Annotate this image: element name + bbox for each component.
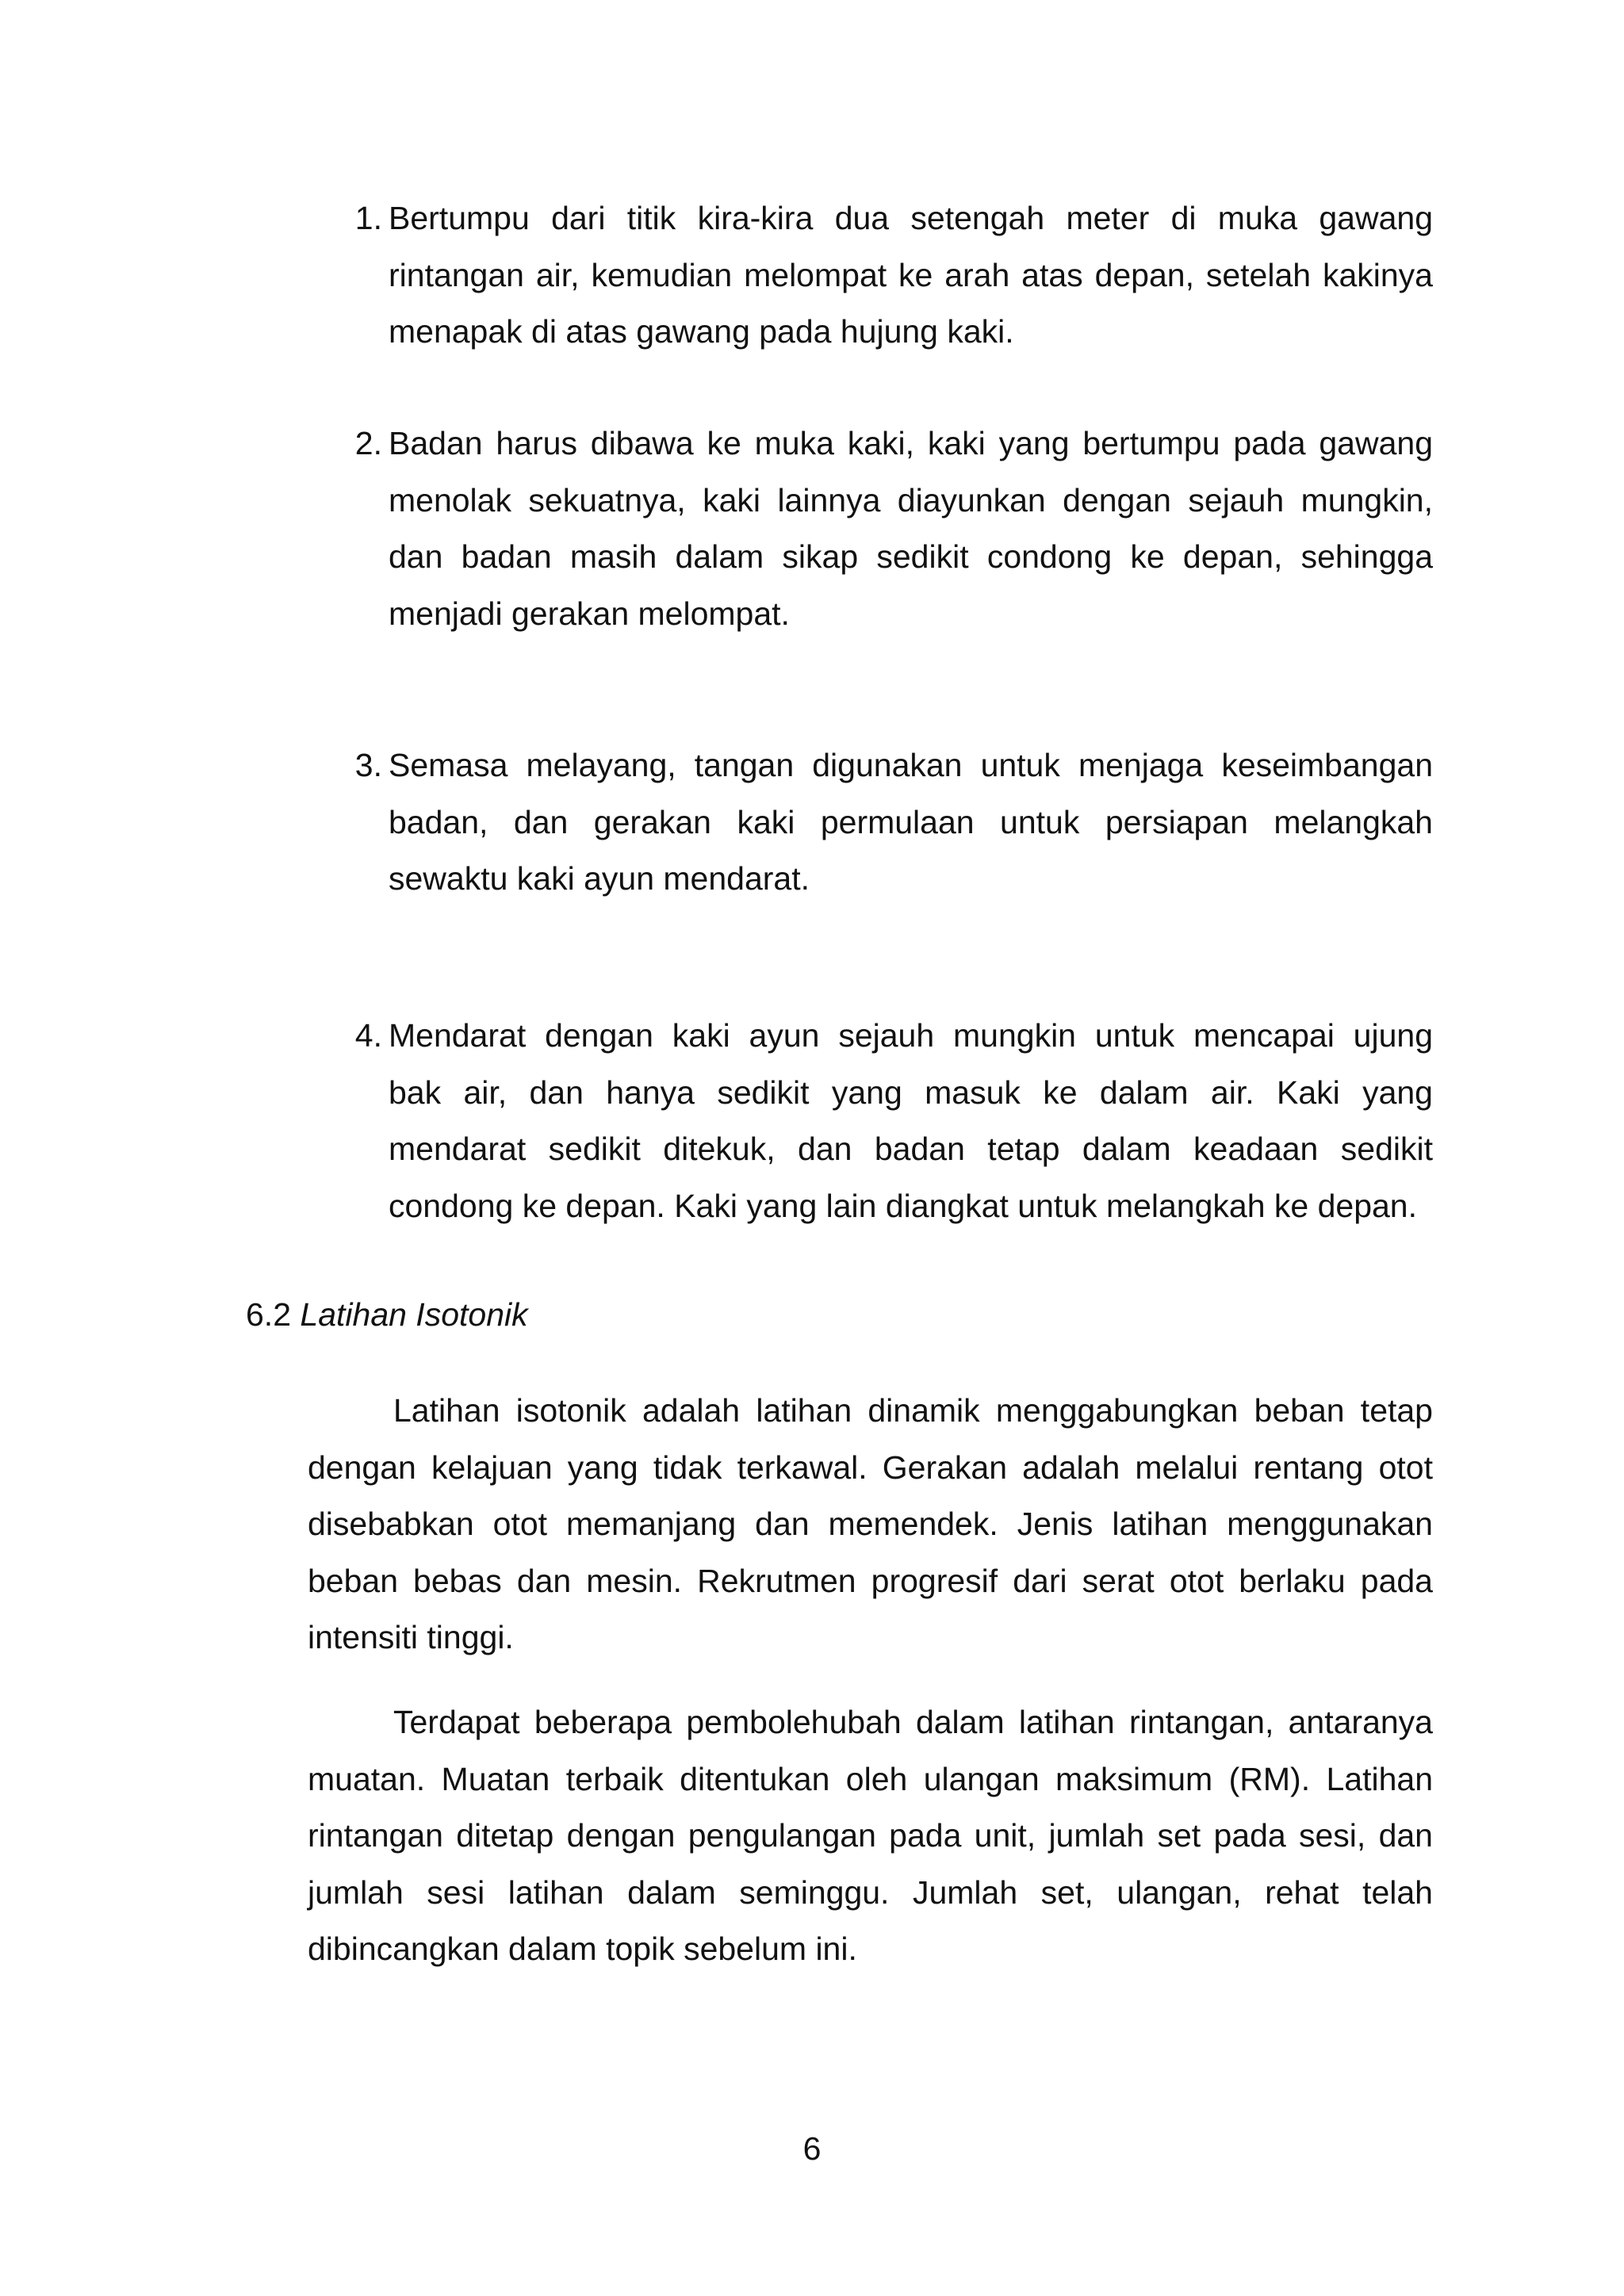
list-item-line: badan, dan gerakan kaki permulaan untuk persiapan melangkah bbox=[389, 803, 1433, 840]
list-item-line: Badan harus dibawa ke muka kaki, kaki yang bertumpu pada gawang bbox=[389, 425, 1433, 461]
list-item-number: 1. bbox=[354, 200, 382, 236]
paragraph-line: dibincangkan dalam topik sebelum ini. bbox=[308, 1931, 857, 1967]
paragraph-line: Terdapat beberapa pembolehubah dalam latihan rintangan, antaranya bbox=[393, 1704, 1433, 1740]
list-item-line: menjadi gerakan melompat. bbox=[389, 595, 790, 632]
paragraph-line: beban bebas dan mesin. Rekrutmen progresif dari serat otot berlaku pada bbox=[308, 1562, 1433, 1599]
section-number: 6.2 bbox=[246, 1296, 291, 1333]
paragraph-line: rintangan ditetap dengan pengulangan pada unit, jumlah set pada sesi, dan bbox=[308, 1817, 1433, 1854]
section-title: Latihan Isotonik bbox=[300, 1296, 528, 1333]
list-item-line: menapak di atas gawang pada hujung kaki. bbox=[389, 313, 1014, 350]
paragraph-line: disebabkan otot memanjang dan memendek. Jenis latihan menggunakan bbox=[308, 1506, 1433, 1542]
list-item-line: bak air, dan hanya sedikit yang masuk ke dalam air. Kaki yang bbox=[389, 1073, 1433, 1111]
list-item-line: Mendarat dengan kaki ayun sejauh mungkin untuk mencapai ujung bbox=[389, 1017, 1433, 1054]
page-number: 6 bbox=[802, 2130, 822, 2167]
paragraph-line: muatan. Muatan terbaik ditentukan oleh ulangan maksimum (RM). Latihan bbox=[308, 1760, 1433, 1797]
paragraph-line: jumlah sesi latihan dalam seminggu. Jumlah set, ulangan, rehat telah bbox=[308, 1873, 1433, 1911]
list-item-number: 3. bbox=[354, 747, 382, 783]
body-paragraph bbox=[308, 1383, 1433, 1667]
body-paragraph bbox=[308, 1694, 1433, 1978]
list-item-line: dan badan masih dalam sikap sedikit condong ke depan, sehingga bbox=[389, 538, 1433, 575]
list-item bbox=[354, 1008, 1433, 1234]
list-item-line: Semasa melayang, tangan digunakan untuk menjaga keseimbangan bbox=[389, 747, 1433, 783]
section-heading bbox=[246, 1291, 528, 1338]
list-item-number: 2. bbox=[354, 425, 382, 461]
list-item bbox=[354, 415, 1433, 642]
paragraph-line: dengan kelajuan yang tidak terkawal. Gerakan adalah melalui rentang otot bbox=[308, 1448, 1433, 1486]
list-item-number: 4. bbox=[354, 1017, 382, 1054]
list-item-line: Bertumpu dari titik kira-kira dua setengah meter di muka gawang bbox=[389, 200, 1433, 236]
list-item-line: condong ke depan. Kaki yang lain diangkat untuk melangkah ke depan. bbox=[389, 1187, 1418, 1224]
list-item-line: rintangan air, kemudian melompat ke arah atas depan, setelah kakinya bbox=[389, 256, 1433, 293]
list-item-line: menolak sekuatnya, kaki lainnya diayunkan dengan sejauh mungkin, bbox=[389, 481, 1433, 519]
paragraph-line: intensiti tinggi. bbox=[308, 1619, 514, 1655]
list-item-line: sewaktu kaki ayun mendarat. bbox=[389, 860, 810, 897]
list-item bbox=[354, 190, 1433, 361]
paragraph-line: Latihan isotonik adalah latihan dinamik menggabungkan beban tetap bbox=[393, 1392, 1433, 1429]
list-item bbox=[354, 737, 1433, 908]
list-item-line: mendarat sedikit ditekuk, dan badan tetap dalam keadaan sedikit bbox=[389, 1131, 1433, 1167]
